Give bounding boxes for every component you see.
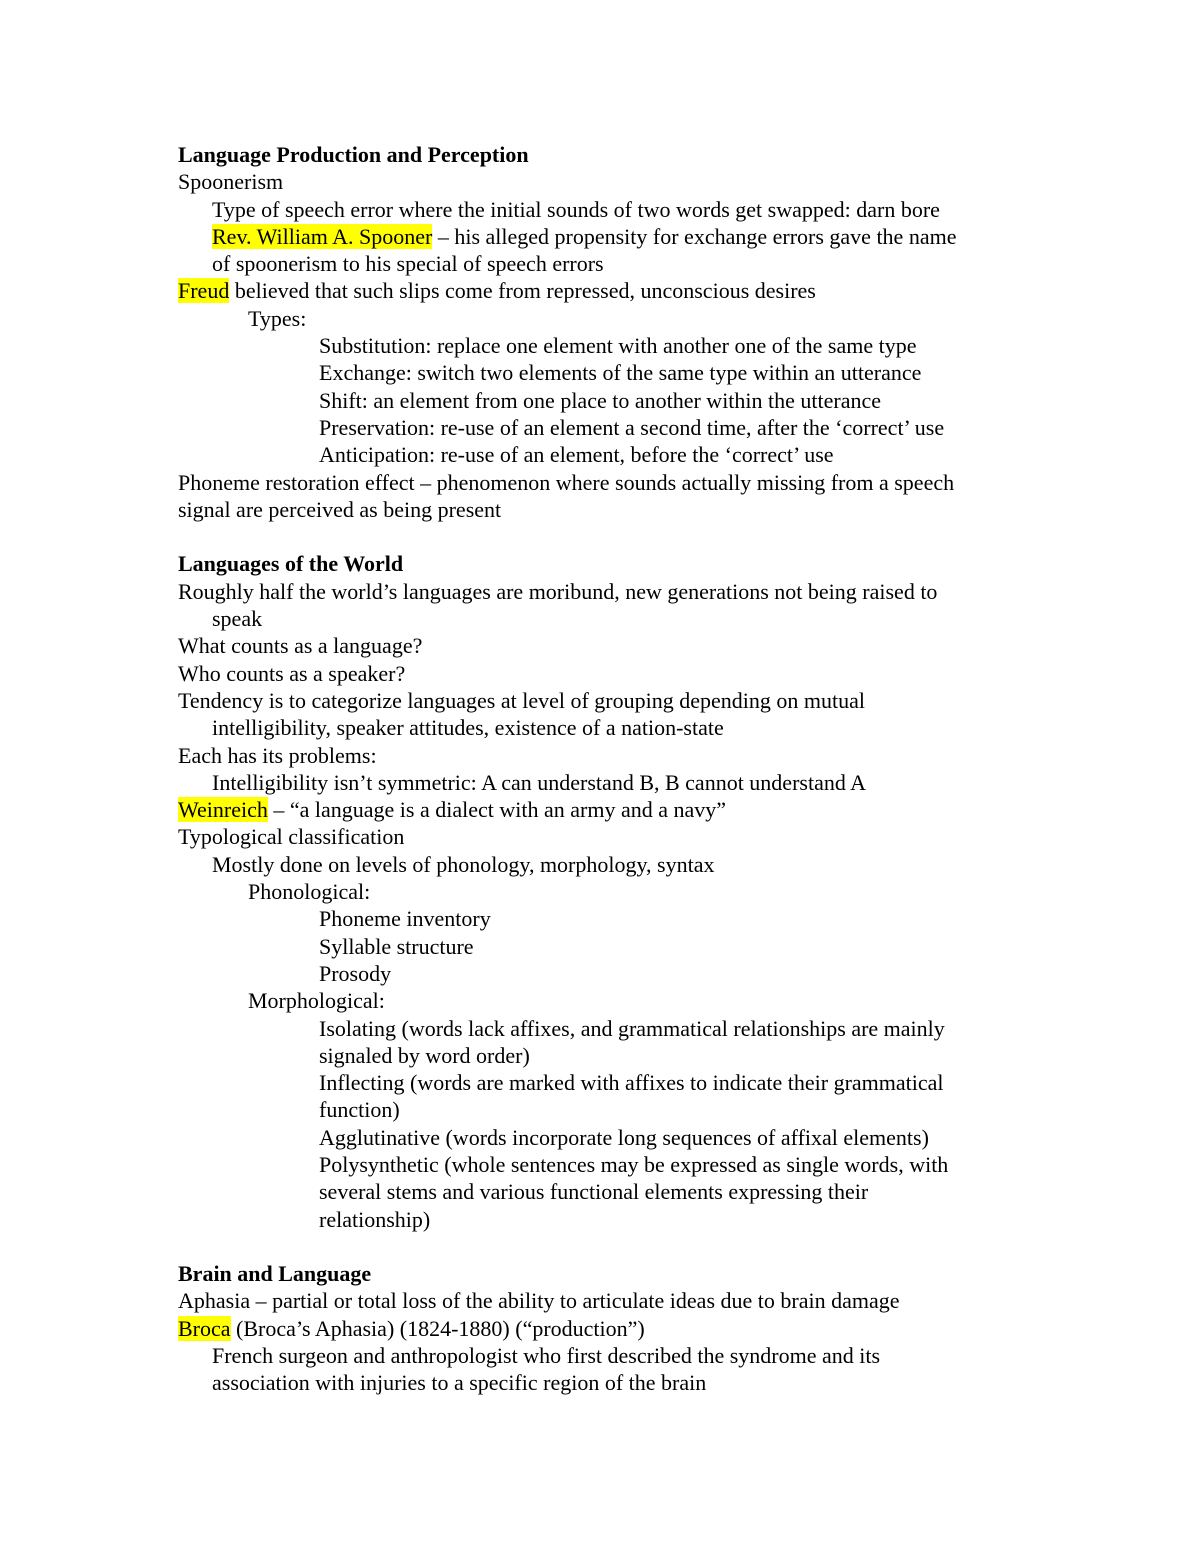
text-line — [178, 578, 1022, 605]
text-segment: Prosody — [319, 960, 392, 986]
text-segment: Anticipation: re-use of an element, before the ‘correct’ use — [319, 442, 834, 468]
text-segment: Intelligibility isn’t symmetric: A can understand B, B cannot understand A — [212, 769, 867, 795]
section-heading — [178, 141, 1022, 168]
text-line — [178, 414, 1022, 441]
text-segment: Shift: an element from one place to another within the utterance — [319, 387, 882, 413]
text-segment: Preservation: re-use of an element a second time, after the ‘correct’ use — [319, 414, 945, 440]
text-line — [178, 1042, 1022, 1069]
text-line — [178, 223, 1022, 250]
text-line — [178, 1096, 1022, 1123]
text-segment: Substitution: replace one element with another one of the same type — [319, 333, 917, 359]
document-content — [178, 141, 1022, 1397]
text-segment: Roughly half the world’s languages are moribund, new generations not being raised to — [178, 578, 938, 604]
text-segment: Type of speech error where the initial sounds of two words get swapped: darn bore — [212, 196, 940, 222]
text-line — [178, 1315, 1022, 1342]
text-segment: – “a language is a dialect with an army and a navy” — [267, 797, 727, 823]
text-line — [178, 1369, 1022, 1396]
text-segment: Brain and Language — [178, 1261, 372, 1287]
text-segment: Syllable structure — [319, 933, 474, 959]
text-segment: (Broca’s Aphasia) (1824-1880) (“production”) — [230, 1315, 645, 1341]
text-segment: Types: — [248, 305, 307, 331]
section-languages-of-the-world — [178, 550, 1022, 1232]
text-line — [178, 277, 1022, 304]
text-segment: Language Production and Perception — [178, 142, 529, 167]
text-line — [178, 250, 1022, 277]
text-segment: French surgeon and anthropologist who first described the syndrome and its — [212, 1343, 881, 1369]
text-line — [178, 769, 1022, 796]
text-segment: Phoneme inventory — [319, 906, 491, 932]
section-heading — [178, 550, 1022, 577]
text-segment: function) — [319, 1097, 400, 1123]
highlighted-text: Weinreich — [178, 797, 268, 823]
text-segment: Spoonerism — [178, 169, 284, 195]
text-line — [178, 632, 1022, 659]
text-line — [178, 660, 1022, 687]
text-segment: several stems and various functional elements expressing their — [319, 1179, 869, 1205]
text-line — [178, 387, 1022, 414]
text-line — [178, 332, 1022, 359]
text-line — [178, 196, 1022, 223]
text-line — [178, 851, 1022, 878]
text-line — [178, 1178, 1022, 1205]
text-segment: relationship) — [319, 1206, 431, 1232]
text-segment: association with injuries to a specific region of the brain — [212, 1370, 707, 1396]
highlighted-text: Rev. William A. Spooner — [212, 223, 433, 249]
text-segment: Phoneme restoration effect – phenomenon where sounds actually missing from a speech — [178, 469, 955, 495]
text-line — [178, 905, 1022, 932]
text-line — [178, 1206, 1022, 1233]
section-spacer — [178, 1233, 1022, 1260]
section-brain-and-language — [178, 1260, 1022, 1396]
text-segment: intelligibility, speaker attitudes, existence of a nation-state — [212, 715, 724, 741]
text-segment: Inflecting (words are marked with affixes to indicate their grammatical — [319, 1070, 944, 1096]
text-line — [178, 1342, 1022, 1369]
section-heading — [178, 1260, 1022, 1287]
text-segment: Typological classification — [178, 824, 405, 850]
text-line — [178, 960, 1022, 987]
text-line — [178, 605, 1022, 632]
text-segment: Each has its problems: — [178, 742, 377, 768]
text-segment: signaled by word order) — [319, 1042, 530, 1068]
text-line — [178, 742, 1022, 769]
text-line — [178, 878, 1022, 905]
text-line — [178, 1069, 1022, 1096]
text-line — [178, 1151, 1022, 1178]
text-line — [178, 796, 1022, 823]
highlighted-text: Broca — [178, 1315, 231, 1341]
text-segment: Exchange: switch two elements of the same type within an utterance — [319, 360, 922, 386]
text-segment: Morphological: — [248, 988, 385, 1014]
text-line — [178, 168, 1022, 195]
text-line — [178, 714, 1022, 741]
text-line — [178, 1287, 1022, 1314]
text-segment: Polysynthetic (whole sentences may be expressed as single words, with — [319, 1151, 949, 1177]
text-line — [178, 496, 1022, 523]
text-segment: Who counts as a speaker? — [178, 660, 406, 686]
text-segment: speak — [212, 606, 263, 632]
text-line — [178, 359, 1022, 386]
text-line — [178, 305, 1022, 332]
text-segment: Phonological: — [248, 879, 371, 905]
highlighted-text: Freud — [178, 278, 230, 304]
text-segment: Isolating (words lack affixes, and grammatical relationships are mainly — [319, 1015, 945, 1041]
text-segment: What counts as a language? — [178, 633, 423, 659]
text-line — [178, 687, 1022, 714]
text-segment: – his alleged propensity for exchange errors gave the name — [432, 223, 957, 249]
text-segment: Agglutinative (words incorporate long sequences of affixal elements) — [319, 1124, 929, 1150]
text-line — [178, 933, 1022, 960]
text-line — [178, 823, 1022, 850]
section-spacer — [178, 523, 1022, 550]
text-segment: Languages of the World — [178, 551, 404, 577]
text-line — [178, 987, 1022, 1014]
text-segment: of spoonerism to his special of speech errors — [212, 251, 604, 277]
text-segment: Mostly done on levels of phonology, morphology, syntax — [212, 851, 715, 877]
text-segment: Aphasia – partial or total loss of the ability to articulate ideas due to brain damage — [178, 1288, 900, 1314]
text-line — [178, 1015, 1022, 1042]
text-line — [178, 1124, 1022, 1151]
text-segment: signal are perceived as being present — [178, 496, 502, 522]
text-line — [178, 469, 1022, 496]
section-language-production-and-perception — [178, 141, 1022, 523]
text-segment: Tendency is to categorize languages at level of grouping depending on mutual — [178, 687, 865, 713]
text-line — [178, 441, 1022, 468]
text-segment: believed that such slips come from repressed, unconscious desires — [229, 278, 816, 304]
